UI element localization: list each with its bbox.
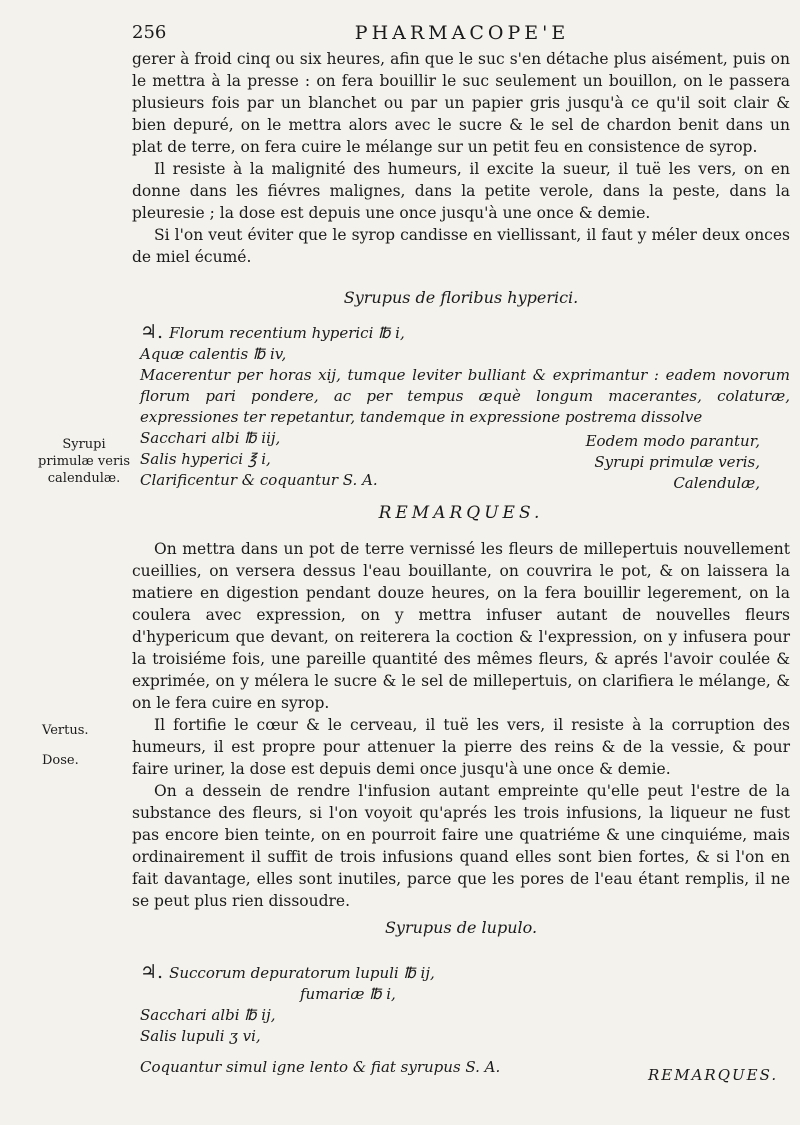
side-line: Eodem modo parantur,: [585, 432, 760, 450]
margin-note-dose: Dose.: [42, 753, 79, 768]
recipe-line: Sacchari albi ℔ iij,: [140, 429, 281, 447]
recipe-line: Salis hyperici ℥ i,: [140, 450, 271, 468]
paragraph-4: On mettra dans un pot de terre vernissé les fleurs de millepertuis nouvellement cueillies, on versera dessus l'eau bouillante, on couvrira le pot, & on laissera la matiere en digestion pendant douze heures, on la fera bouillir legerement, on la coulera avec expression, on y mettra infuser autant de nouvelles fleurs d'hypericum que devant, on reiterera la coction & l'expression, on y infusera pour la troisiéme fois, une pareille quantité des mêmes fleurs, & aprés l'avoir coulée & exprimée, on y mélera le sucre & le sel de millepertuis, on clarifiera le mélange, & on le fera cuire en syrop.: [132, 540, 790, 712]
recipe-side-list: [560, 431, 760, 494]
paragraph-continuation: [132, 48, 790, 268]
paragraph-1: gerer à froid cinq ou six heures, afin que le suc s'en détache plus aisément, puis on le mettra à la presse : on fera bouillir le suc seulement un bouillon, on le passera plusieurs fois par un blanchet ou par un papier gris jusqu'à ce qu'il soit clair & bien depuré, on le mettra alors avec le sucre & le sel de chardon benit dans un plat de terre, on fera cuire le mélange sur un petit feu en consistence de syrop.: [132, 50, 790, 156]
recipe-line: fumariæ ℔ i,: [300, 985, 396, 1003]
heading-syrupus-hyperici: Syrupus de floribus hyperici.: [343, 288, 579, 307]
margin-note-syrupi: Syrupi primulæ veris calendulæ.: [38, 437, 130, 486]
running-head: PHARMACOPE'E: [354, 22, 570, 44]
heading-remarques: REMARQUES.: [378, 503, 544, 523]
heading-syrupus-lupulo: Syrupus de lupulo.: [384, 918, 538, 937]
recipe-symbol: ♃.: [140, 321, 164, 343]
recipe-line: Florum recentium hyperici ℔ i,: [169, 324, 405, 342]
page-number: 256: [132, 22, 167, 43]
recipe-symbol: ♃.: [140, 961, 164, 983]
recipe-lupulo: [140, 962, 790, 1078]
side-line: Calendulæ,: [673, 474, 760, 492]
catchword: REMARQUES.: [648, 1066, 779, 1084]
recipe-line: Sacchari albi ℔ ij,: [140, 1006, 276, 1024]
remarks-body: [132, 538, 790, 912]
recipe-line: Macerentur per horas xij, tumque leviter bulliant & exprimantur : eadem novorum florum pari pondere, ac per tempus æquè longum macerantes, colaturæ, expressiones ter repetantur, tandemque in expressione postrema dissolve: [140, 366, 790, 426]
side-line: Syrupi primulæ veris,: [594, 453, 760, 471]
recipe-line: Coquantur simul igne lento & fiat syrupus S. A.: [140, 1058, 501, 1076]
paragraph-3: Si l'on veut éviter que le syrop candisse en viellissant, il faut y méler deux onces de miel écumé.: [132, 226, 790, 266]
paragraph-2: Il resiste à la malignité des humeurs, il excite la sueur, il tuë les vers, on en donne dans les fiévres malignes, dans la petite verole, dans la peste, dans la pleuresie ; la dose est depuis une once jusqu'à une once & demie.: [132, 160, 790, 222]
paragraph-6: On a dessein de rendre l'infusion autant empreinte qu'elle peut l'estre de la substance des fleurs, si l'on voyoit qu'aprés les trois infusions, la liqueur ne fust pas encore bien teinte, on en pourroit faire une quatriéme & une cinquiéme, mais ordinairement il suffit de trois infusions quand elles sont bien fortes, & si l'on en fait davantage, elles sont inutiles, parce que les pores de l'eau étant remplis, il ne se peut plus rien dissoudre.: [132, 782, 790, 910]
paragraph-5: Il fortifie le cœur & le cerveau, il tuë les vers, il resiste à la corruption des humeurs, il est propre pour attenuer la pierre des reins & de la vessie, & pour faire uriner, la dose est depuis demi once jusqu'à une once & demie.: [132, 716, 790, 778]
margin-note-vertus: Vertus.: [42, 723, 89, 738]
recipe-line: Succorum depuratorum lupuli ℔ ij,: [169, 964, 435, 982]
recipe-line: Clarificentur & coquantur S. A.: [140, 471, 378, 489]
recipe-line: Salis lupuli ʒ vi,: [140, 1027, 261, 1045]
recipe-line: Aquæ calentis ℔ iv,: [140, 345, 287, 363]
